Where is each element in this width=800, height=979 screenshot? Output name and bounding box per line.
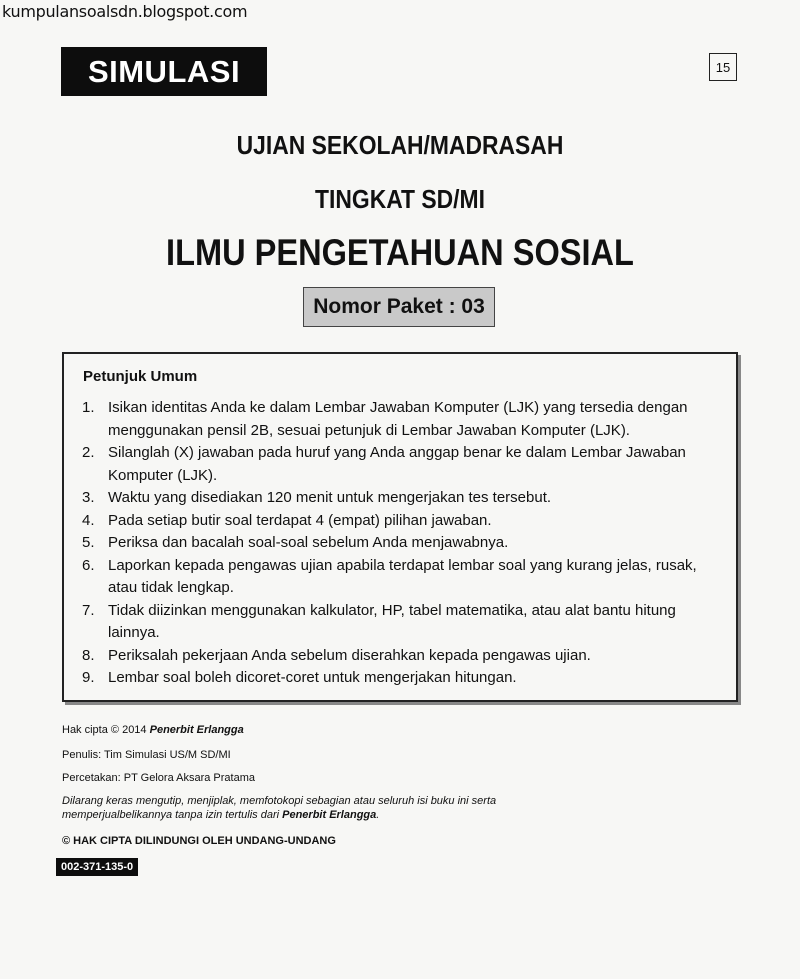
item-text: Laporkan kepada pengawas ujian apabila terdapat lembar soal yang kurang jelas, rusak, atau tidak lengkap. [108, 556, 697, 596]
page-number: 15 [709, 53, 737, 81]
item-number: 9. [82, 669, 95, 686]
instruction-item [82, 442, 722, 487]
item-text: Pada setiap butir soal terdapat 4 (empat) pilihan jawaban. [108, 511, 492, 529]
item-number: 4. [82, 511, 95, 529]
instruction-item [82, 487, 722, 510]
item-number: 8. [82, 646, 95, 664]
instructions-heading: Petunjuk Umum [83, 368, 198, 385]
item-text: Silanglah (X) jawaban pada huruf yang Anda anggap benar ke dalam Lembar Jawaban Komputer (LJK). [108, 444, 686, 484]
instruction-item [82, 397, 722, 442]
code-label: 002-371-135-0 [56, 858, 138, 876]
subject-title: ILMU PENGETAHUAN SOSIAL [166, 232, 634, 273]
item-number: 3. [82, 489, 95, 506]
item-number: 6. [82, 556, 95, 574]
publisher: Penerbit Erlangga [149, 724, 244, 736]
instruction-item [82, 600, 722, 645]
instructions-box [62, 352, 738, 702]
author: Penulis: Tim Simulasi US/M SD/MI [62, 749, 231, 761]
item-text: Isikan identitas Anda ke dalam Lembar Jawaban Komputer (LJK) yang tersedia dengan menggunakan pensil 2B, sesuai petunjuk di Lembar Jawaban Komputer (LJK). [108, 399, 688, 439]
copy-warning: Dilarang keras mengutip, menjiplak, memfotokopi sebagian atau seluruh isi buku ini serta memperjualbelikannya tanpa izin tertulis dari [62, 795, 497, 821]
watermark: kumpulansoalsdn.blogspot.com [2, 2, 248, 21]
item-text: Periksalah pekerjaan Anda sebelum diserahkan kepada pengawas ujian. [108, 646, 591, 664]
exam-level: TINGKAT SD/MI [315, 184, 485, 214]
item-text: Tidak diizinkan menggunakan kalkulator, HP, tabel matematika, atau alat bantu hitung lainnya. [108, 601, 676, 641]
item-number: 5. [82, 534, 95, 551]
package-number: Nomor Paket : 03 [303, 287, 495, 327]
item-number: 1. [82, 399, 95, 416]
instruction-item [82, 510, 722, 533]
exam-title: UJIAN SEKOLAH/MADRASAH [236, 130, 564, 160]
simulasi-badge: SIMULASI [61, 47, 267, 96]
item-text: Lembar soal boleh dicoret-coret untuk mengerjakan hitungan. [108, 669, 517, 686]
printer: Percetakan: PT Gelora Aksara Pratama [62, 772, 255, 784]
copyright: Hak cipta © 2014 [62, 724, 150, 736]
protected-notice: © HAK CIPTA DILINDUNGI OLEH UNDANG-UNDANG [62, 835, 336, 847]
instruction-item [82, 532, 722, 555]
item-text: Waktu yang disediakan 120 menit untuk mengerjakan tes tersebut. [108, 489, 552, 506]
instructions-list [82, 397, 722, 690]
warning-publisher: Penerbit Erlangga [282, 809, 377, 821]
item-number: 2. [82, 444, 95, 461]
instruction-item [82, 645, 722, 668]
instruction-item [82, 555, 722, 600]
instruction-item [82, 667, 722, 690]
item-number: 7. [82, 601, 95, 619]
item-text: Periksa dan bacalah soal-soal sebelum Anda menjawabnya. [108, 534, 509, 551]
